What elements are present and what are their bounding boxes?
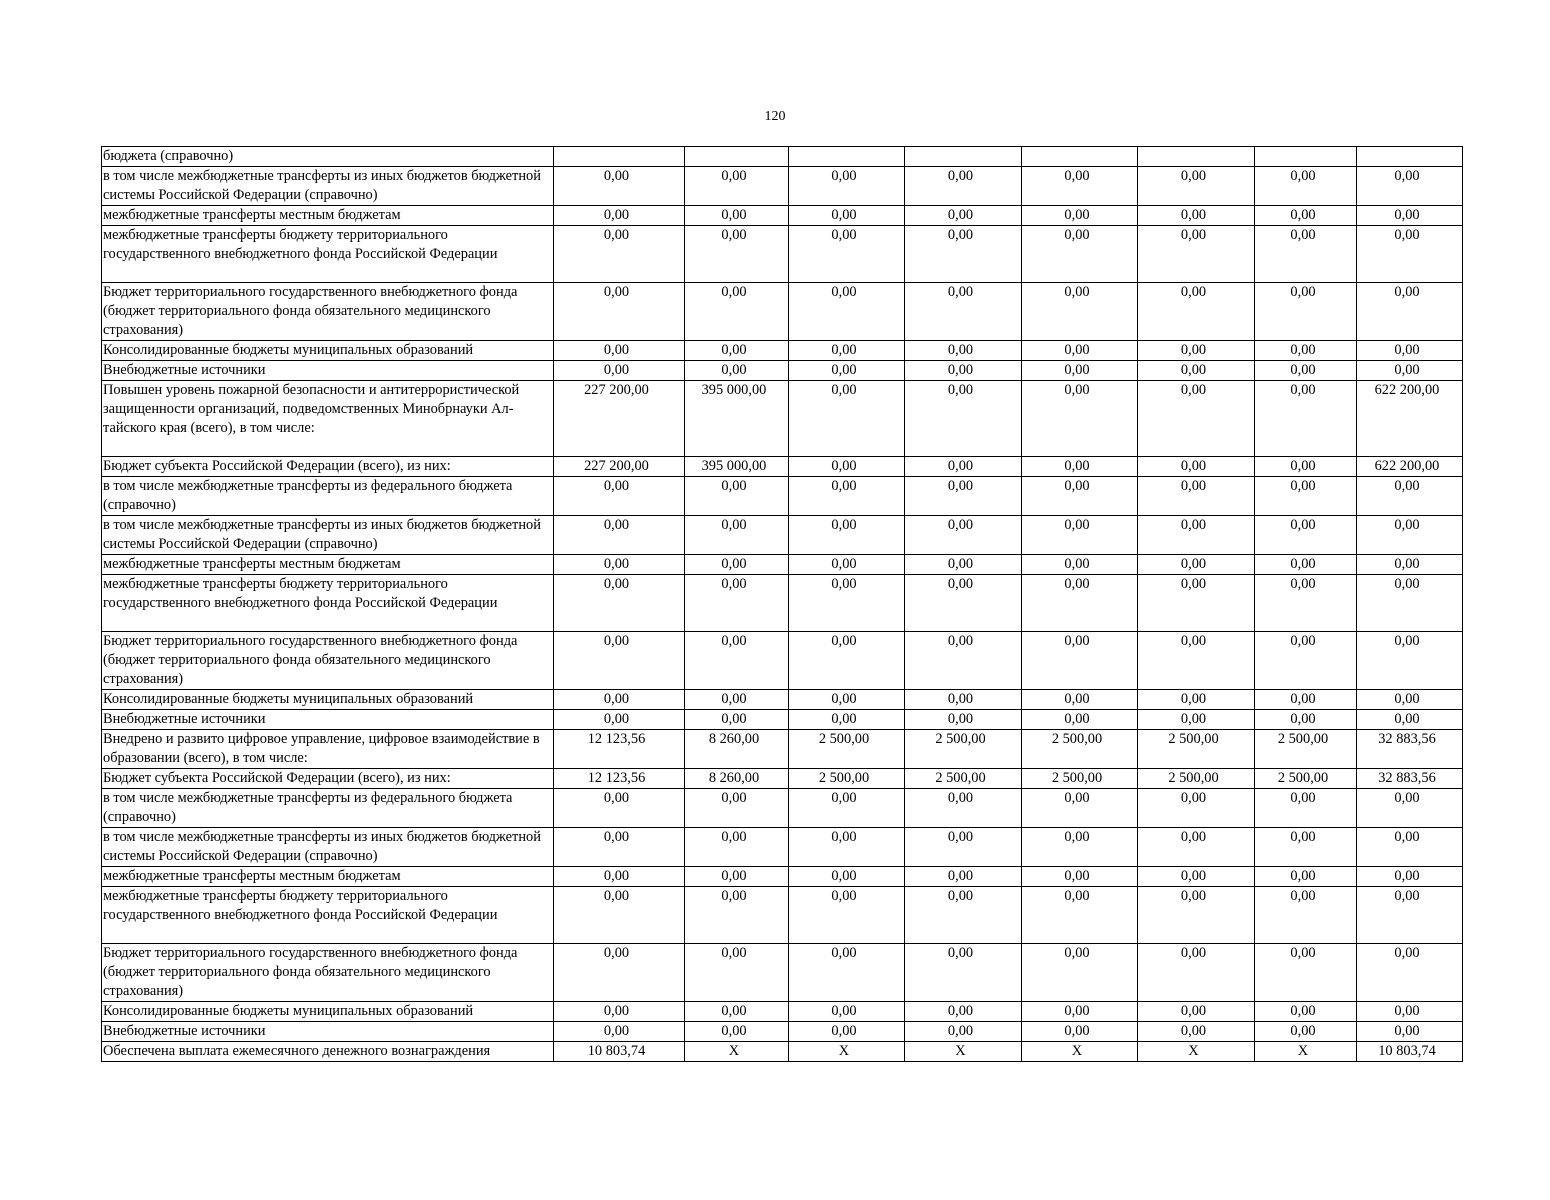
value-cell: 0,00 xyxy=(905,206,1022,226)
value-cell: 0,00 xyxy=(905,283,1022,341)
value-cell: 0,00 xyxy=(1022,206,1138,226)
value-cell: 0,00 xyxy=(1022,1002,1138,1022)
value-cell: 0,00 xyxy=(554,167,685,206)
value-cell: X xyxy=(789,1042,905,1062)
value-cell: 0,00 xyxy=(554,632,685,690)
value-cell: 227 200,00 xyxy=(554,381,685,457)
value-cell: 0,00 xyxy=(554,828,685,867)
row-label-cell: Обеспечена выплата ежемесячного денежного вознаграждения xyxy=(102,1042,554,1062)
value-cell: 0,00 xyxy=(1255,381,1357,457)
value-cell: 0,00 xyxy=(1138,690,1255,710)
value-cell: 0,00 xyxy=(905,167,1022,206)
row-label-cell: Бюджет субъекта Российской Федерации (всего), из них: xyxy=(102,769,554,789)
value-cell: 0,00 xyxy=(1138,710,1255,730)
value-cell: 0,00 xyxy=(685,361,789,381)
value-cell: 0,00 xyxy=(1022,457,1138,477)
value-cell: 0,00 xyxy=(1022,887,1138,944)
table-row xyxy=(102,381,1463,457)
value-cell: 0,00 xyxy=(554,710,685,730)
value-cell: 0,00 xyxy=(905,1002,1022,1022)
value-cell: 2 500,00 xyxy=(1022,730,1138,769)
value-cell: 8 260,00 xyxy=(685,730,789,769)
value-cell xyxy=(789,147,905,167)
value-cell: 622 200,00 xyxy=(1357,457,1463,477)
value-cell xyxy=(685,147,789,167)
value-cell: 2 500,00 xyxy=(1022,769,1138,789)
value-cell: 0,00 xyxy=(1357,690,1463,710)
value-cell: 0,00 xyxy=(1357,516,1463,555)
value-cell: 0,00 xyxy=(1255,710,1357,730)
value-cell: 0,00 xyxy=(905,887,1022,944)
value-cell: 0,00 xyxy=(554,555,685,575)
table-row xyxy=(102,206,1463,226)
row-label-cell: Бюджет территориального государственного внебюджетного фонда (бюджет территориального фонда обязательного медицинского страхования) xyxy=(102,283,554,341)
value-cell: 0,00 xyxy=(1138,632,1255,690)
value-cell: 0,00 xyxy=(1255,341,1357,361)
value-cell: 0,00 xyxy=(905,944,1022,1002)
value-cell: 0,00 xyxy=(1022,867,1138,887)
table-row xyxy=(102,147,1463,167)
value-cell: 0,00 xyxy=(789,226,905,283)
value-cell: 2 500,00 xyxy=(1255,730,1357,769)
row-label-cell: Внебюджетные источники xyxy=(102,1022,554,1042)
value-cell xyxy=(1255,147,1357,167)
value-cell xyxy=(554,147,685,167)
row-label-cell: межбюджетные трансферты бюджету территориального государственного внебюджетного фонда Российской Федерации xyxy=(102,575,554,632)
value-cell: 0,00 xyxy=(1255,167,1357,206)
budget-table xyxy=(101,146,1463,1062)
value-cell: 0,00 xyxy=(905,828,1022,867)
value-cell: 0,00 xyxy=(1022,690,1138,710)
value-cell: 0,00 xyxy=(1255,575,1357,632)
value-cell: X xyxy=(1022,1042,1138,1062)
value-cell: 0,00 xyxy=(1255,1002,1357,1022)
row-label-cell: Внебюджетные источники xyxy=(102,361,554,381)
value-cell: 395 000,00 xyxy=(685,457,789,477)
value-cell: 0,00 xyxy=(1138,1022,1255,1042)
value-cell: 0,00 xyxy=(1255,516,1357,555)
value-cell: 622 200,00 xyxy=(1357,381,1463,457)
value-cell: 0,00 xyxy=(685,710,789,730)
value-cell: 0,00 xyxy=(1255,361,1357,381)
value-cell: 0,00 xyxy=(1255,477,1357,516)
row-label-cell: межбюджетные трансферты местным бюджетам xyxy=(102,206,554,226)
value-cell: 0,00 xyxy=(1357,575,1463,632)
table-row xyxy=(102,1022,1463,1042)
value-cell: 0,00 xyxy=(1022,1022,1138,1042)
value-cell: 0,00 xyxy=(789,1002,905,1022)
value-cell: 0,00 xyxy=(685,944,789,1002)
value-cell: 0,00 xyxy=(1255,206,1357,226)
value-cell: 0,00 xyxy=(1357,828,1463,867)
value-cell: 0,00 xyxy=(905,341,1022,361)
value-cell: 0,00 xyxy=(1022,944,1138,1002)
row-label-cell: межбюджетные трансферты бюджету территориального государственного внебюджетного фонда Российской Федерации xyxy=(102,887,554,944)
value-cell: X xyxy=(905,1042,1022,1062)
value-cell: 0,00 xyxy=(905,226,1022,283)
value-cell: 8 260,00 xyxy=(685,769,789,789)
value-cell: 0,00 xyxy=(685,283,789,341)
value-cell: 0,00 xyxy=(1022,710,1138,730)
value-cell: 0,00 xyxy=(1357,226,1463,283)
value-cell: 0,00 xyxy=(1022,341,1138,361)
row-label-cell: в том числе межбюджетные трансферты из иных бюджетов бюджетной системы Российской Федерации (справочно) xyxy=(102,516,554,555)
value-cell: 0,00 xyxy=(1138,457,1255,477)
value-cell: 0,00 xyxy=(1357,555,1463,575)
row-label-cell: Бюджет субъекта Российской Федерации (всего), из них: xyxy=(102,457,554,477)
value-cell: 0,00 xyxy=(554,1002,685,1022)
value-cell: 0,00 xyxy=(1138,516,1255,555)
value-cell: 0,00 xyxy=(1255,632,1357,690)
value-cell: 0,00 xyxy=(1138,828,1255,867)
table-row xyxy=(102,1042,1463,1062)
value-cell: 0,00 xyxy=(1022,575,1138,632)
value-cell: 0,00 xyxy=(1022,283,1138,341)
value-cell: 0,00 xyxy=(1357,632,1463,690)
value-cell: 0,00 xyxy=(1138,381,1255,457)
row-label-cell: в том числе межбюджетные трансферты из иных бюджетов бюджетной системы Российской Федерации (справочно) xyxy=(102,828,554,867)
value-cell: 0,00 xyxy=(789,341,905,361)
value-cell: 0,00 xyxy=(554,516,685,555)
table-row xyxy=(102,167,1463,206)
value-cell xyxy=(1138,147,1255,167)
value-cell: X xyxy=(1138,1042,1255,1062)
value-cell: 0,00 xyxy=(1357,167,1463,206)
value-cell: 0,00 xyxy=(685,867,789,887)
value-cell: 0,00 xyxy=(789,867,905,887)
table-row xyxy=(102,283,1463,341)
table-row xyxy=(102,632,1463,690)
value-cell: 0,00 xyxy=(1138,226,1255,283)
value-cell: 0,00 xyxy=(554,341,685,361)
value-cell: 0,00 xyxy=(789,381,905,457)
value-cell: 0,00 xyxy=(905,361,1022,381)
value-cell: 0,00 xyxy=(1022,516,1138,555)
row-label-cell: Внебюджетные источники xyxy=(102,710,554,730)
table-row xyxy=(102,1002,1463,1022)
row-label-cell: межбюджетные трансферты местным бюджетам xyxy=(102,867,554,887)
page-number: 120 xyxy=(764,109,786,124)
value-cell: 0,00 xyxy=(1255,283,1357,341)
value-cell: 0,00 xyxy=(905,710,1022,730)
row-label-cell: бюджета (справочно) xyxy=(102,147,554,167)
value-cell: 0,00 xyxy=(905,381,1022,457)
value-cell: 0,00 xyxy=(905,555,1022,575)
value-cell: 0,00 xyxy=(685,167,789,206)
value-cell: 0,00 xyxy=(789,632,905,690)
value-cell: 0,00 xyxy=(554,575,685,632)
value-cell: 0,00 xyxy=(1138,206,1255,226)
value-cell: 0,00 xyxy=(1022,477,1138,516)
value-cell: 395 000,00 xyxy=(685,381,789,457)
row-label-cell: Повышен уровень пожарной безопасности и антитеррористической защищенности организаций, подведомственных Минобрнауки Ал-тайского края (всего), в том числе: xyxy=(102,381,554,457)
value-cell: 0,00 xyxy=(789,283,905,341)
budget-table-body xyxy=(102,147,1463,1062)
value-cell: 0,00 xyxy=(1022,167,1138,206)
value-cell: 0,00 xyxy=(789,516,905,555)
value-cell: 0,00 xyxy=(685,1022,789,1042)
value-cell: 0,00 xyxy=(1022,361,1138,381)
value-cell: 0,00 xyxy=(685,1002,789,1022)
value-cell: 0,00 xyxy=(789,167,905,206)
value-cell: 0,00 xyxy=(1255,887,1357,944)
value-cell: X xyxy=(685,1042,789,1062)
value-cell: 0,00 xyxy=(685,789,789,828)
table-row xyxy=(102,477,1463,516)
value-cell: 0,00 xyxy=(789,575,905,632)
value-cell: 32 883,56 xyxy=(1357,730,1463,769)
table-row xyxy=(102,828,1463,867)
value-cell: 0,00 xyxy=(1022,226,1138,283)
row-label-cell: в том числе межбюджетные трансферты из федерального бюджета (справочно) xyxy=(102,789,554,828)
value-cell: 0,00 xyxy=(1357,477,1463,516)
value-cell: 0,00 xyxy=(1255,867,1357,887)
value-cell: 0,00 xyxy=(1138,167,1255,206)
value-cell: 0,00 xyxy=(685,477,789,516)
row-label-cell: Внедрено и развито цифровое управление, цифровое взаимодействие в образовании (всего), в том числе: xyxy=(102,730,554,769)
value-cell: 0,00 xyxy=(1138,944,1255,1002)
value-cell: 0,00 xyxy=(1255,457,1357,477)
value-cell: 0,00 xyxy=(1255,944,1357,1002)
value-cell: 0,00 xyxy=(1138,867,1255,887)
row-label-cell: в том числе межбюджетные трансферты из иных бюджетов бюджетной системы Российской Федерации (справочно) xyxy=(102,167,554,206)
value-cell: 0,00 xyxy=(1138,887,1255,944)
value-cell: 0,00 xyxy=(685,887,789,944)
value-cell: 0,00 xyxy=(1138,1002,1255,1022)
value-cell: 0,00 xyxy=(685,341,789,361)
value-cell: 0,00 xyxy=(905,575,1022,632)
value-cell: 0,00 xyxy=(905,477,1022,516)
value-cell: 0,00 xyxy=(685,206,789,226)
value-cell: 0,00 xyxy=(789,887,905,944)
value-cell: 0,00 xyxy=(1357,710,1463,730)
value-cell: 0,00 xyxy=(1357,283,1463,341)
value-cell: 0,00 xyxy=(1357,944,1463,1002)
value-cell: 0,00 xyxy=(1255,1022,1357,1042)
value-cell: 2 500,00 xyxy=(905,769,1022,789)
value-cell: 2 500,00 xyxy=(1138,769,1255,789)
value-cell: 0,00 xyxy=(905,632,1022,690)
value-cell: 0,00 xyxy=(789,206,905,226)
value-cell: 0,00 xyxy=(685,226,789,283)
value-cell: 0,00 xyxy=(685,555,789,575)
value-cell: 0,00 xyxy=(1357,867,1463,887)
value-cell: 0,00 xyxy=(554,361,685,381)
value-cell: 0,00 xyxy=(789,690,905,710)
row-label-cell: межбюджетные трансферты бюджету территориального государственного внебюджетного фонда Российской Федерации xyxy=(102,226,554,283)
value-cell: 0,00 xyxy=(1255,828,1357,867)
value-cell: 0,00 xyxy=(1138,341,1255,361)
table-row xyxy=(102,555,1463,575)
value-cell: 0,00 xyxy=(905,457,1022,477)
value-cell: 0,00 xyxy=(1357,206,1463,226)
value-cell: 2 500,00 xyxy=(1138,730,1255,769)
value-cell: 0,00 xyxy=(1022,381,1138,457)
value-cell: 0,00 xyxy=(685,575,789,632)
value-cell: 0,00 xyxy=(1255,555,1357,575)
value-cell xyxy=(905,147,1022,167)
table-row xyxy=(102,867,1463,887)
value-cell: 0,00 xyxy=(789,555,905,575)
table-row xyxy=(102,730,1463,769)
row-label-cell: Бюджет территориального государственного внебюджетного фонда (бюджет территориального фонда обязательного медицинского страхования) xyxy=(102,944,554,1002)
value-cell: 2 500,00 xyxy=(789,730,905,769)
value-cell: 10 803,74 xyxy=(1357,1042,1463,1062)
value-cell: 0,00 xyxy=(1022,632,1138,690)
value-cell: 0,00 xyxy=(1255,789,1357,828)
table-row xyxy=(102,690,1463,710)
value-cell: 0,00 xyxy=(905,789,1022,828)
value-cell: 0,00 xyxy=(1138,789,1255,828)
row-label-cell: Бюджет территориального государственного внебюджетного фонда (бюджет территориального фонда обязательного медицинского страхования) xyxy=(102,632,554,690)
value-cell: 0,00 xyxy=(1357,1022,1463,1042)
value-cell: 0,00 xyxy=(554,944,685,1002)
value-cell: 2 500,00 xyxy=(789,769,905,789)
value-cell: 0,00 xyxy=(554,887,685,944)
value-cell: 0,00 xyxy=(789,477,905,516)
value-cell: 0,00 xyxy=(789,457,905,477)
value-cell: 0,00 xyxy=(905,1022,1022,1042)
value-cell: 0,00 xyxy=(1357,887,1463,944)
value-cell: 0,00 xyxy=(789,1022,905,1042)
value-cell: 2 500,00 xyxy=(1255,769,1357,789)
value-cell: 12 123,56 xyxy=(554,769,685,789)
value-cell: 0,00 xyxy=(1255,690,1357,710)
value-cell: 0,00 xyxy=(1022,789,1138,828)
value-cell: 0,00 xyxy=(1138,575,1255,632)
value-cell: 0,00 xyxy=(1138,477,1255,516)
value-cell: 0,00 xyxy=(554,789,685,828)
table-row xyxy=(102,457,1463,477)
value-cell: 0,00 xyxy=(1255,226,1357,283)
value-cell: 0,00 xyxy=(554,206,685,226)
value-cell: 0,00 xyxy=(1357,341,1463,361)
value-cell: 0,00 xyxy=(1357,1002,1463,1022)
value-cell: 0,00 xyxy=(554,477,685,516)
value-cell: 0,00 xyxy=(789,828,905,867)
value-cell: 0,00 xyxy=(905,690,1022,710)
row-label-cell: Консолидированные бюджеты муниципальных образований xyxy=(102,341,554,361)
value-cell: 227 200,00 xyxy=(554,457,685,477)
value-cell: 0,00 xyxy=(685,632,789,690)
value-cell: 0,00 xyxy=(554,690,685,710)
row-label-cell: Консолидированные бюджеты муниципальных образований xyxy=(102,690,554,710)
value-cell xyxy=(1357,147,1463,167)
value-cell: 0,00 xyxy=(554,867,685,887)
value-cell: 0,00 xyxy=(905,867,1022,887)
value-cell: 0,00 xyxy=(1357,789,1463,828)
value-cell: 0,00 xyxy=(789,944,905,1002)
value-cell: 0,00 xyxy=(789,789,905,828)
value-cell: 32 883,56 xyxy=(1357,769,1463,789)
value-cell: 0,00 xyxy=(789,710,905,730)
value-cell: 0,00 xyxy=(1022,555,1138,575)
value-cell: 0,00 xyxy=(1138,361,1255,381)
table-row xyxy=(102,769,1463,789)
table-row xyxy=(102,575,1463,632)
value-cell: X xyxy=(1255,1042,1357,1062)
table-row xyxy=(102,710,1463,730)
value-cell: 0,00 xyxy=(905,516,1022,555)
value-cell: 2 500,00 xyxy=(905,730,1022,769)
value-cell: 0,00 xyxy=(554,226,685,283)
value-cell: 10 803,74 xyxy=(554,1042,685,1062)
value-cell: 12 123,56 xyxy=(554,730,685,769)
table-row xyxy=(102,789,1463,828)
row-label-cell: Консолидированные бюджеты муниципальных образований xyxy=(102,1002,554,1022)
value-cell: 0,00 xyxy=(1138,283,1255,341)
value-cell xyxy=(1022,147,1138,167)
value-cell: 0,00 xyxy=(789,361,905,381)
value-cell: 0,00 xyxy=(1022,828,1138,867)
table-row xyxy=(102,516,1463,555)
value-cell: 0,00 xyxy=(554,1022,685,1042)
value-cell: 0,00 xyxy=(1357,361,1463,381)
value-cell: 0,00 xyxy=(685,828,789,867)
value-cell: 0,00 xyxy=(554,283,685,341)
table-row xyxy=(102,887,1463,944)
table-row xyxy=(102,361,1463,381)
value-cell: 0,00 xyxy=(1138,555,1255,575)
table-row xyxy=(102,944,1463,1002)
row-label-cell: в том числе межбюджетные трансферты из федерального бюджета (справочно) xyxy=(102,477,554,516)
row-label-cell: межбюджетные трансферты местным бюджетам xyxy=(102,555,554,575)
value-cell: 0,00 xyxy=(685,516,789,555)
table-row xyxy=(102,341,1463,361)
table-row xyxy=(102,226,1463,283)
value-cell: 0,00 xyxy=(685,690,789,710)
